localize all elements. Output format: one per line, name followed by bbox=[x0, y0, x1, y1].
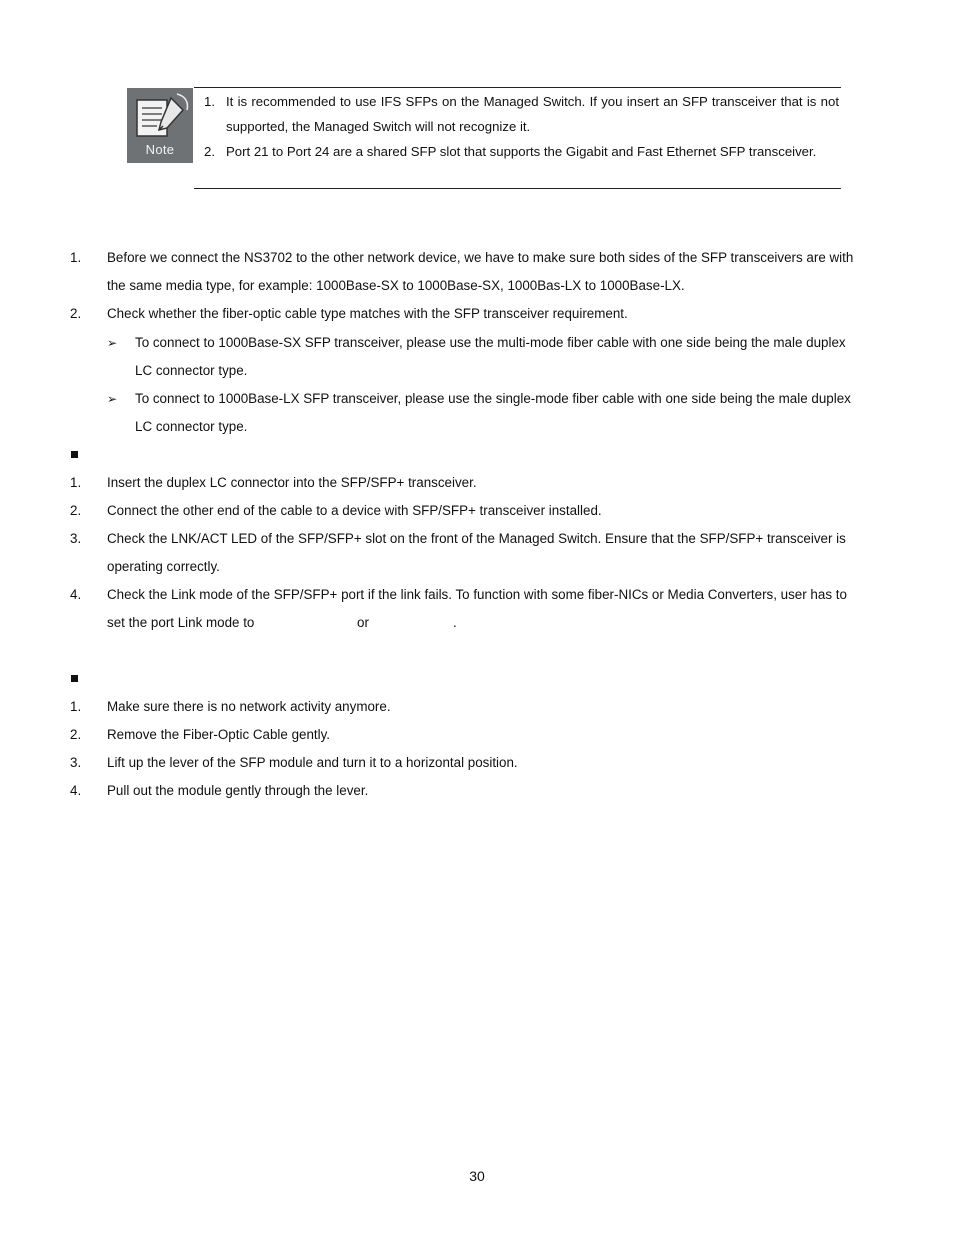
bullet-text: To connect to 1000Base-LX SFP transceiver, please use the single-mode fiber cable with one side being the male duplex bbox=[135, 391, 851, 406]
note-item-text: It is recommended to use IFS SFPs on the Managed Switch. If you insert an SFP transceiver that is not supported, the Managed Switch will not recognize it. bbox=[226, 94, 839, 134]
list-item-number: 2. bbox=[70, 503, 82, 518]
list-item-text: Remove the Fiber-Optic Cable gently. bbox=[107, 727, 331, 742]
list-item-text: Before we connect the NS3702 to the other network device, we have to make sure both sides of the SFP transceivers are with bbox=[107, 250, 854, 265]
list-item-text: Connect the other end of the cable to a device with SFP/SFP+ transceiver installed. bbox=[107, 503, 602, 518]
list-item-text: set the port Link mode to bbox=[107, 615, 255, 630]
note-item bbox=[204, 89, 839, 139]
list-item-text: Insert the duplex LC connector into the SFP/SFP+ transceiver. bbox=[107, 475, 477, 490]
list-item-number: 4. bbox=[70, 783, 82, 798]
note-item-number: 1. bbox=[204, 94, 215, 109]
list-item-text: or bbox=[357, 615, 369, 630]
list-item-number: 2. bbox=[70, 727, 82, 742]
list-item-number: 3. bbox=[70, 755, 82, 770]
note-item bbox=[204, 139, 839, 164]
note-label: Note bbox=[145, 142, 175, 157]
bullet-text: LC connector type. bbox=[135, 419, 248, 434]
list-item-text: Check the Link mode of the SFP/SFP+ port if the link fails. To function with some fiber-NICs or Media Converters, user has to bbox=[107, 587, 847, 602]
arrow-bullet-icon: ➢ bbox=[107, 336, 118, 350]
list-item-number: 1. bbox=[70, 475, 82, 490]
list-item-number: 1. bbox=[70, 250, 82, 265]
list-item-text: Pull out the module gently through the lever. bbox=[107, 783, 369, 798]
list-item-number: 1. bbox=[70, 699, 82, 714]
arrow-bullet-icon: ➢ bbox=[107, 392, 118, 406]
square-bullet-icon bbox=[71, 451, 78, 458]
list-item-number: 4. bbox=[70, 587, 82, 602]
list-item-text: . bbox=[453, 615, 457, 630]
bullet-text: LC connector type. bbox=[135, 363, 248, 378]
note-item-number: 2. bbox=[204, 144, 215, 159]
note-item-text: Port 21 to Port 24 are a shared SFP slot that supports the Gigabit and Fast Ethernet SFP transceiver. bbox=[226, 144, 817, 159]
list-item-text: the same media type, for example: 1000Base-SX to 1000Base-SX, 1000Bas-LX to 1000Base-LX. bbox=[107, 278, 685, 293]
list-item-text: Check whether the fiber-optic cable type matches with the SFP transceiver requirement. bbox=[107, 306, 628, 321]
note-icon bbox=[127, 88, 193, 163]
list-item-number: 3. bbox=[70, 531, 82, 546]
notepad-pencil-icon bbox=[127, 88, 193, 148]
list-item-text: operating correctly. bbox=[107, 559, 220, 574]
list-item-text: Lift up the lever of the SFP module and turn it to a horizontal position. bbox=[107, 755, 518, 770]
bullet-text: To connect to 1000Base-SX SFP transceiver, please use the multi-mode fiber cable with one side being the male duplex bbox=[135, 335, 846, 350]
list-item-text: Check the LNK/ACT LED of the SFP/SFP+ slot on the front of the Managed Switch. Ensure that the SFP/SFP+ transceiver is bbox=[107, 531, 846, 546]
list-item-number: 2. bbox=[70, 306, 82, 321]
note-box bbox=[194, 87, 841, 189]
page-number: 30 bbox=[469, 1168, 485, 1184]
list-item-text: Make sure there is no network activity anymore. bbox=[107, 699, 391, 714]
square-bullet-icon bbox=[71, 675, 78, 682]
